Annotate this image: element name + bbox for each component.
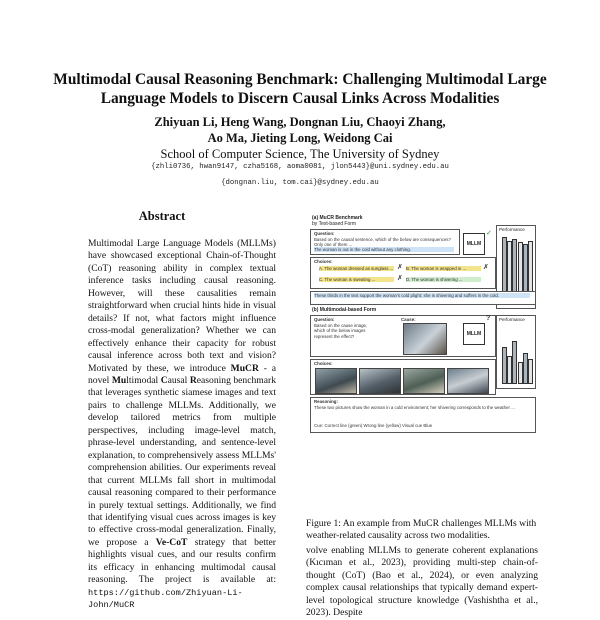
cause-image: [403, 323, 447, 355]
image-panel-title: (b) Multimodal-based Form: [312, 307, 377, 313]
mllm-box-2: MLLM: [463, 323, 485, 345]
choice-c: C. The woman is sweating ...: [319, 277, 394, 282]
cross-icon-c: ✗: [397, 275, 403, 282]
explanation-text: These thirds in the text support the woman's cold plight; she is shivering and suffers in the cold.: [314, 293, 530, 298]
body-text-right: volve enabling MLLMs to generate coherent explanations (Kıcıman et al., 2023), providing multi-step chain-of-thought (CoT) (Bao et al., 2024), or even analyzing complex causal relationships that typically demand expert-level topological structure knowledge (Vashishtha et al., 2023). Despite: [306, 545, 538, 619]
performance-label-2: Performance: [499, 317, 525, 322]
choice-a: A. The woman dressed as sunglass ...: [319, 266, 394, 271]
performance-chart-2: [496, 315, 536, 389]
cross-icon-b: ✗: [483, 264, 489, 271]
paper-title: [40, 70, 560, 108]
legend-text: Cue: Correct line (green) Wrong line (yellow) Visual cue Blue: [314, 423, 433, 428]
choice-image-c: [403, 368, 445, 394]
question-text: Based on the causal sentence, which of the below are consequences? Only one of them ...: [314, 237, 451, 248]
figure-1: [308, 215, 536, 490]
text-panel-title: (a) MuCR Benchmark: [312, 215, 363, 221]
bars-area-2: [501, 326, 532, 384]
reasoning-box: [310, 397, 536, 433]
reasoning-label: Reasoning:: [314, 399, 338, 404]
authors-line-1: Zhiyuan Li, Heng Wang, Dongnan Liu, Chaoyi Zhang,: [154, 115, 446, 129]
cross-icon-a: ✗: [397, 264, 403, 271]
choices-box: [310, 257, 496, 289]
question2-label: Question:: [314, 317, 335, 322]
authors-line-2: Ao Ma, Jieting Long, Weidong Cai: [207, 131, 393, 145]
choices2-label: Choices:: [314, 361, 333, 366]
explanation-box: [310, 291, 536, 305]
reasoning-text: These two pictures show the woman in a cold environment; her shivering corresponds to the weather ...: [314, 405, 515, 410]
performance-bar: [528, 359, 533, 384]
email-line-1: {zhli0736, hwan9147, czha5168, aoma0081, jlon5443}@uni.sydney.edu.au: [151, 163, 449, 171]
cause-label: Cause:: [401, 317, 416, 322]
affiliation: School of Computer Science, The University of Sydney: [160, 147, 440, 161]
image-choices-box: [310, 359, 496, 395]
question-icon: ?: [486, 315, 491, 322]
project-url[interactable]: https://github.com/Zhiyuan-Li-John/MuCR: [88, 587, 243, 611]
email-line-2: {dongnan.liu, tom.cai}@sydney.edu.au: [221, 179, 379, 187]
mllm-box-1: MLLM: [463, 233, 485, 255]
text-panel-subtitle: by Text-based Form: [312, 221, 357, 227]
abstract-heading: Abstract: [138, 209, 186, 223]
title-line-2: Language Models to Discern Causal Links Across Modalities: [100, 90, 500, 107]
title-line-1: Multimodal Causal Reasoning Benchmark: Challenging Multimodal Large: [53, 71, 547, 88]
cause-sentence: The woman is out in the cold without any clothing.: [314, 247, 454, 252]
question-box: [310, 229, 460, 255]
choice-b: B. The woman is wrapped in ...: [406, 266, 481, 271]
choice-d: D. The woman is shivering ...: [406, 277, 481, 282]
check-icon: ✓: [486, 230, 492, 237]
choice-image-a: [315, 368, 357, 394]
abstract-text: Multimodal Large Language Models (MLLMs) have showcased exceptional Chain-of-Thought (CoT) reasoning ability in complex textual inference tasks including causal reasoning. However, will these causalities remain straightforward when crucial hints hide in visual details? If not, what factors might influence cross-modal generalization? Whether we can effectively enhance their capacity for robust causal inference across both text and vision? Motivated by these, we introduce MuCR - a novel Multimodal Causal Reasoning benchmark that leverages synthetic siamese images and text pairs to challenge MLLMs. Additionally, we develop tailored metrics from multiple perspectives, including image-level match, phrase-level understanding, and sentence-level explanation, to comprehensively assess MLLMs' comprehension abilities. Our experiments reveal that current MLLMs fall short in multimodal causal reasoning compared to their performance in purely textual settings. Additionally, we find that identifying visual cues across images is key to effective cross-modal generalization. Finally, we propose a Ve-CoT strategy that better highlights visual cues, and our results confirm its efficacy in enhancing multimodal causal reasoning. The project is available at: https://github.com/Zhiyuan-Li-John/MuCR: [88, 238, 276, 611]
authors: [60, 114, 540, 146]
choices-label: Choices:: [314, 259, 333, 264]
figure-caption: Figure 1: An example from MuCR challenges MLLMs with weather-related causality across two modalities.: [306, 518, 537, 542]
question-label: Question:: [314, 231, 335, 236]
performance-label-1: Performance: [499, 227, 525, 232]
question2-text: Based on the cause image, which of the below images represent the effect?: [314, 323, 368, 339]
choice-image-d: [447, 368, 489, 394]
choice-image-b: [359, 368, 401, 394]
